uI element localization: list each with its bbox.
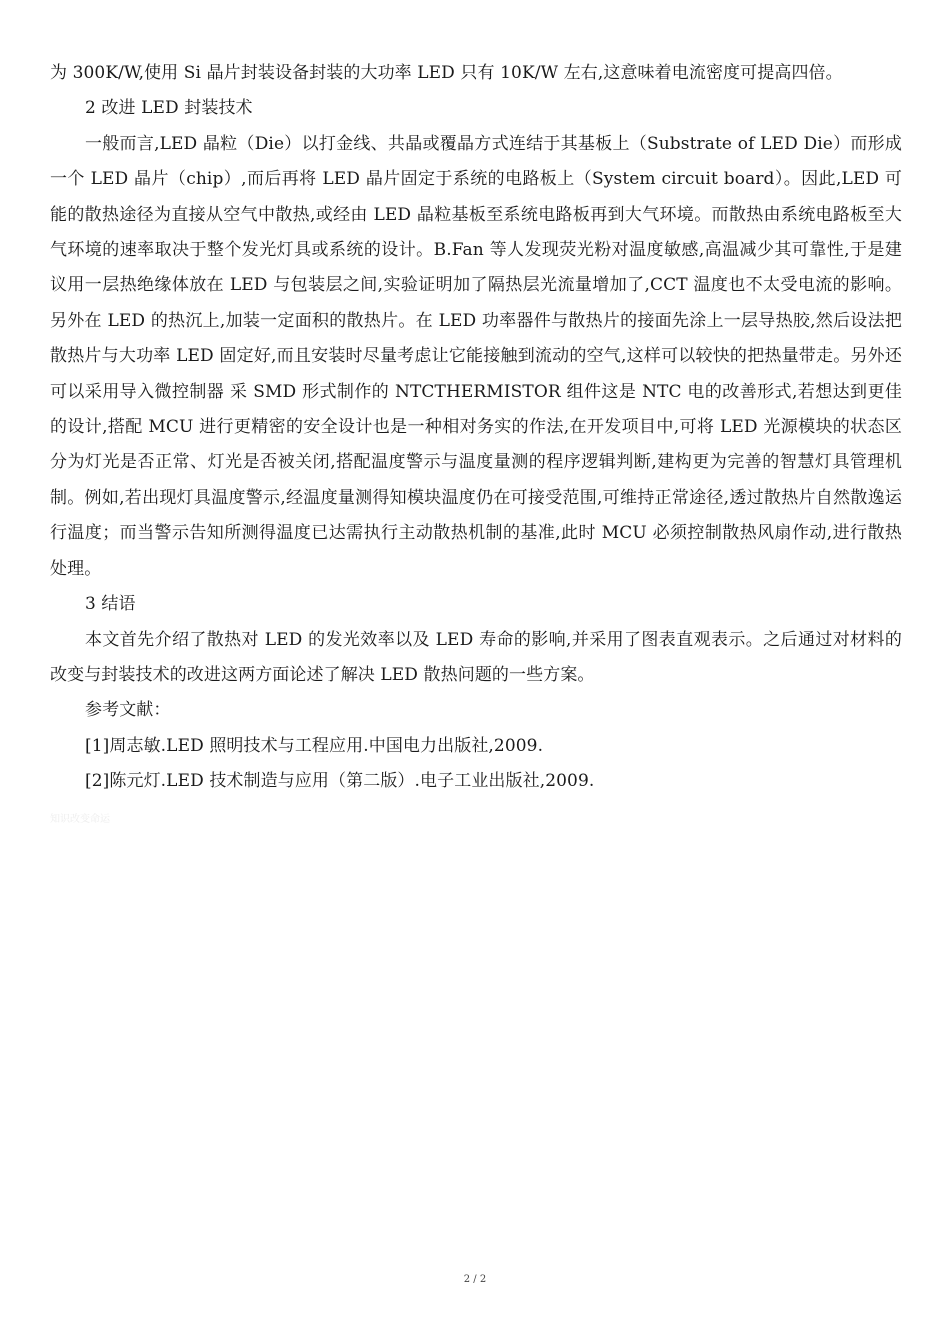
references-heading: 参考文献： bbox=[85, 700, 171, 721]
section-3-paragraph: 本文首先介绍了散热对 LED 的发光效率以及 LED 寿命的影响,并采用了图表直观表示。之后通过对材料的改变与封装技术的改进这两方面论述了解决 LED 散热问题的一些方案。 bbox=[50, 629, 902, 685]
reference-item-1: [1]周志敏.LED 照明技术与工程应用.中国电力出版社,2009. bbox=[85, 735, 544, 756]
reference-item-2: [2]陈元灯.LED 技术制造与应用（第二版）.电子工业出版社,2009. bbox=[85, 771, 595, 792]
section-3-heading: 3 结语 bbox=[85, 594, 136, 615]
section-2-paragraph: 一般而言,LED 晶粒（Die）以打金线、共晶或覆晶方式连结于其基板上（Substrate of LED Die）而形成一个 LED 晶片（chip）,而后再将 LED 晶片固定于系统的电路板上（System circuit board）。因此,LED 可能的散热途径为直接从空气中散热,或经由 LED 晶粒基板至系统电路板再到大气环境。而散热由系统电路板至大气环境的速率取决于整个发光灯具或系统的设计。B.Fan 等人发现荧光粉对温度敏感,高温减少其可靠性,于是建议用一层热绝缘体放在 LED 与包装层之间,实验证明加了隔热层光流量增加了,CCT 温度也不太受电流的影响。另外在 LED 的热沉上,加装一定面积的散热片。在 LED 功率器件与散热片的接面先涂上一层导热胶,然后设法把散热片与大功率 LED 固定好,而且安装时尽量考虑让它能接触到流动的空气,这样可以较快的把热量带走。另外还可以采用导入微控制器 采 SMD 形式制作的 NTCTHERMISTOR 组件这是 NTC 电的改善形式,若想达到更佳的设计,搭配 MCU 进行更精密的安全设计也是一种相对务实的作法,在开发项目中,可将 LED 光源模块的状态区分为灯光是否正常、灯光是否被关闭,搭配温度警示与温度量测的程序逻辑判断,建构更为完善的智慧灯具管理机制。例如,若出现灯具温度警示,经温度量测得知模块温度仍在可接受范围,可维持正常途径,透过散热片自然散逸运行温度；而当警示告知所测得温度已达需执行主动散热机制的基准,此时 MCU 必须控制散热风扇作动,进行散热处理。 bbox=[50, 133, 902, 579]
section-2-heading: 2 改进 LED 封装技术 bbox=[85, 98, 253, 119]
document-body bbox=[50, 56, 902, 800]
page-number: 2 / 2 bbox=[463, 1274, 487, 1285]
continuation-paragraph: 为 300K/W,使用 Si 晶片封装设备封装的大功率 LED 只有 10K/W 左右,这意味着电流密度可提高四倍。 bbox=[50, 63, 843, 83]
watermark-text: 知识改变命运 bbox=[50, 814, 110, 825]
